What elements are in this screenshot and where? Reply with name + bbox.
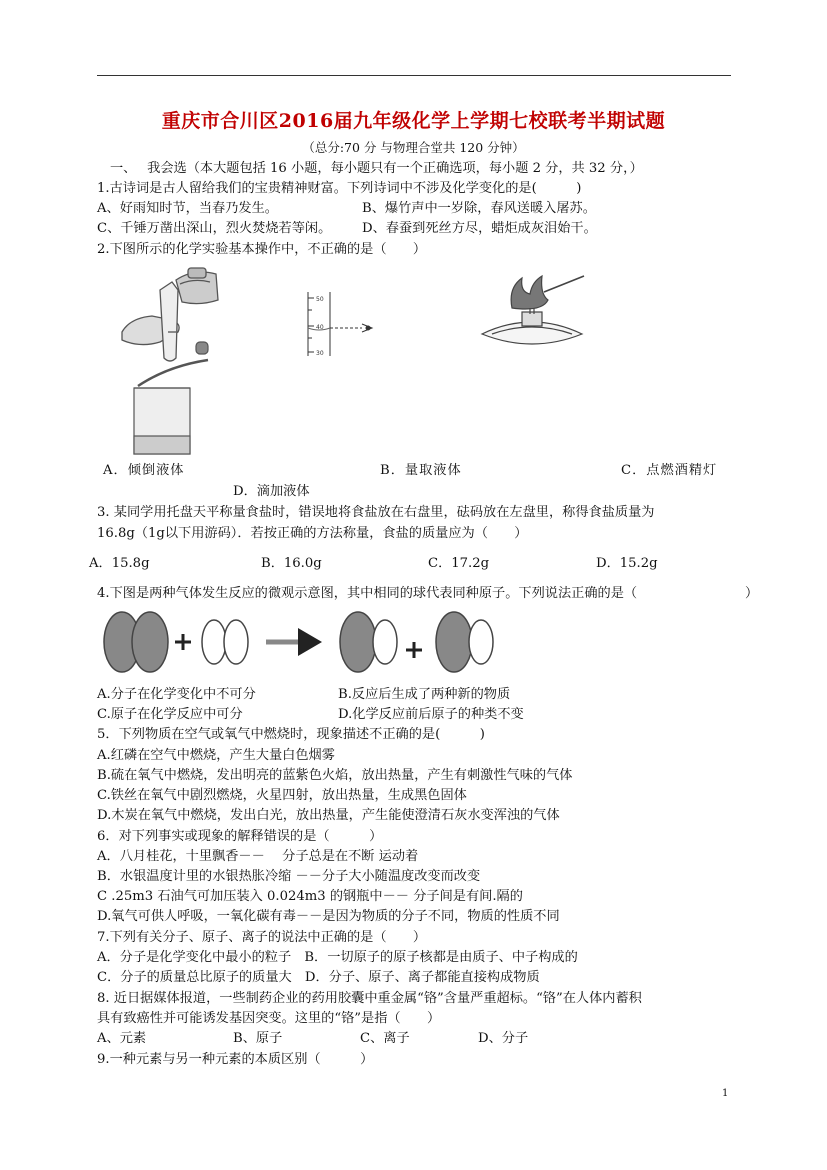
q4-stem-end: ） [745,586,759,601]
q3-option-d: D．15.2g [596,556,658,571]
q4-stem: 4.下图是两种气体发生反应的微观示意图，其中相同的球代表同种原子。下列说法正确的是（ [97,586,638,601]
q7-options-cd: C．分子的质量总比原子的质量大 D．分子、原子、离子都能直接构成物质 [97,970,540,985]
q4-option-a: A.分子在化学变化中不可分 [97,687,256,702]
q6-option-b: B．水银温度计里的水银热胀冷缩 －－分子大小随温度改变而改变 [97,869,481,884]
q4-option-b: B.反应后生成了两种新的物质 [338,687,511,702]
q7-stem: 7.下列有关分子、原子、离子的说法中正确的是（ ） [97,930,427,945]
arrow-head-icon [298,628,322,656]
q8-option-d: D、分子 [478,1031,529,1046]
q7-options-ab: A．分子是化学变化中最小的粒子 B．一切原子的原子核都是由质子、中子构成的 [97,950,578,965]
q5-option-a: A.红磷在空气中燃烧，产生大量白色烟雾 [97,748,335,763]
q3-line2: 16.8g（1g以下用游码）．若按正确的方法称量，食盐的质量应为（ ） [97,526,528,541]
q8-line2: 具有致癌性并可能诱发基因突变。这里的“铬”是指（ ） [97,1011,441,1026]
q3-option-c: C．17.2g [428,556,490,571]
section-heading: 一、 我会选（本大题包括 16 小题，每小题只有一个正确选项，每小题 2 分，共 32 分，） [110,161,643,176]
q2-option-b: B．量取液体 [380,463,462,478]
cylinder-tick-30: 30 [316,350,324,357]
q8-option-a: A、元素 [97,1031,147,1046]
cylinder-tick-50: 50 [316,296,324,303]
q1-option-b: B、爆竹声中一岁除，春风送暖入屠苏。 [362,201,596,216]
dropper-illustration [120,340,230,460]
q1-option-d: D、春蚕到死丝方尽，蜡炬成灰泪始干。 [362,221,597,236]
page-subtitle: （总分:70 分 与物理合堂共 120 分钟） [302,140,525,155]
alcohol-lamp-illustration [472,272,592,352]
reaction-diagram [98,608,498,678]
page-number: 1 [722,1088,729,1099]
q9-stem: 9.一种元素与另一种元素的本质区别（ ） [97,1052,374,1067]
q3-line1: 3. 某同学用托盘天平称量食盐时，错误地将食盐放在右盘里，砝码放在左盘里，称得食盐质量为 [97,505,655,520]
q8-option-b: B、原子 [233,1031,283,1046]
q6-stem: 6．对下列事实或现象的解释错误的是（ ） [97,829,383,844]
q8-line1: 8. 近日据媒体报道，一些制药企业的药用胶囊中重金属“铬”含量严重超标。“铬”在人体内蓄积 [97,991,642,1006]
measuring-cylinder-illustration [300,290,390,360]
q6-option-a: A．八月桂花，十里飘香－－ 分子总是在不断 运动着 [97,849,419,864]
cylinder-tick-40: 40 [316,324,324,331]
q5-option-b: B.硫在氧气中燃烧，发出明亮的蓝紫色火焰，放出热量，产生有刺激性气味的气体 [97,768,573,783]
q1-stem: 1.古诗词是古人留给我们的宝贵精神财富。下列诗词中不涉及化学变化的是( ) [97,181,582,196]
q1-option-c: C、千锤万凿出深山，烈火焚烧若等闲。 [97,221,332,236]
q1-option-a: A、好雨知时节，当春乃发生。 [97,201,278,216]
page-title: 重庆市合川区2016届九年级化学上学期七校联考半期试题 [161,110,666,132]
q4-option-c: C.原子在化学反应中可分 [97,707,243,722]
q2-option-d: D．滴加液体 [233,484,310,499]
q2-option-a: A．倾倒液体 [103,463,185,478]
q3-option-a: A．15.8g [89,556,150,571]
q4-option-d: D.化学反应前后原子的种类不变 [338,707,524,722]
q5-option-d: D.木炭在氧气中燃烧，发出白光，放出热量，产生能使澄清石灰水变浑浊的气体 [97,808,560,823]
q6-option-c: C .25m3 石油气可加压装入 0.024m3 的钢瓶中－－ 分子间是有间.隔的 [97,889,523,904]
header-rule [97,75,731,76]
q2-stem: 2.下图所示的化学实验基本操作中，不正确的是（ ） [97,242,427,257]
q5-stem: 5．下列物质在空气或氧气中燃烧时，现象描述不正确的是( ) [97,727,485,742]
q2-option-c: C．点燃酒精灯 [621,463,718,478]
q6-option-d: D.氧气可供人呼吸，一氧化碳有毒－－是因为物质的分子不同，物质的性质不同 [97,909,560,924]
q8-option-c: C、离子 [360,1031,410,1046]
q3-option-b: B．16.0g [261,556,322,571]
q5-option-c: C.铁丝在氧气中剧烈燃烧，火星四射，放出热量，生成黑色固体 [97,788,467,803]
